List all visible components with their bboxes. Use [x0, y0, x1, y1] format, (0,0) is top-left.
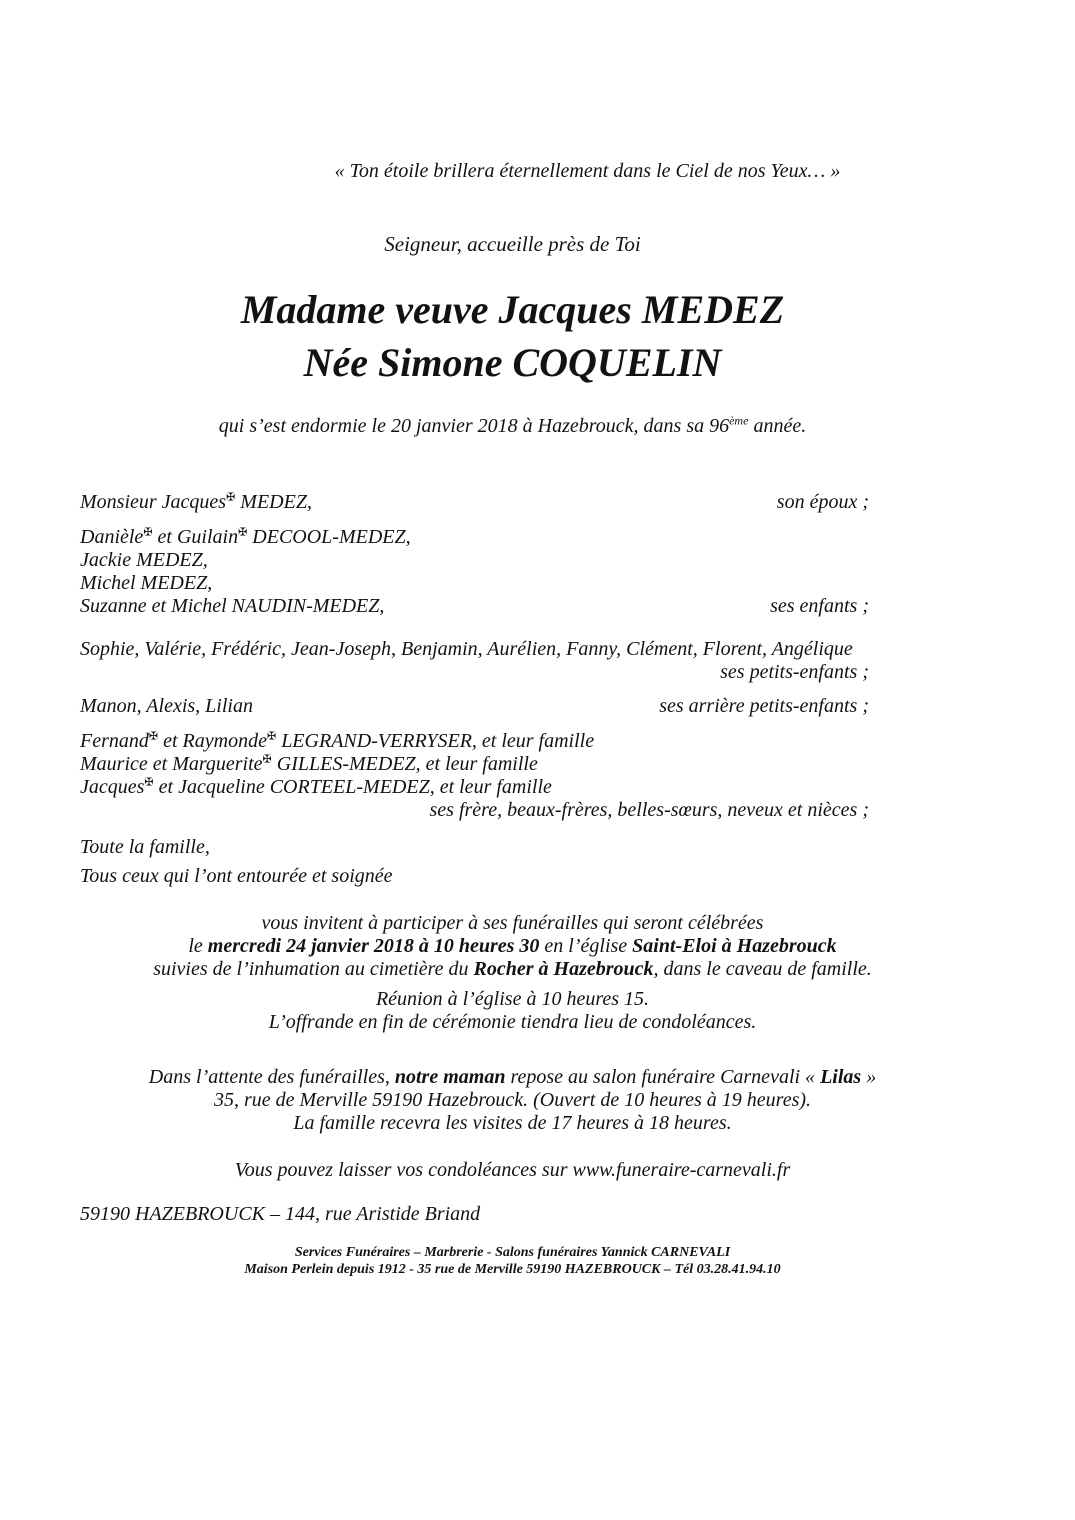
child-name-line: Suzanne et Michel NAUDIN-MEDEZ, [80, 595, 385, 617]
family-row-siblings [80, 730, 945, 822]
footer-services-line: Services Funéraires – Marbrerie - Salons funéraires Yannick CARNEVALI [294, 1245, 731, 1260]
spouse-name: Monsieur Jacques✠ MEDEZ, [80, 490, 312, 513]
relation-label-siblings: ses frère, beaux-frères, belles-sœurs, neveux et nièces ; [429, 799, 869, 821]
child-name-line: Danièle✠ et Guilain✠ DECOOL-MEDEZ, [80, 525, 411, 548]
funeral-burial-line: suivies de l’inhumation au cimetière du Rocher à Hazebrouck, dans le caveau de famille. [153, 958, 872, 980]
sibling-name-line: Fernand✠ et Raymonde✠ LEGRAND-VERRYSER, et leur famille [80, 729, 595, 752]
family-row-great-grandchildren [80, 695, 945, 718]
relation-label-children: ses enfants ; [770, 595, 869, 617]
epitaph-quote: « Ton étoile brillera éternellement dans le Ciel de nos Yeux… » [334, 160, 841, 182]
funeral-date-line: le mercredi 24 janvier 2018 à 10 heures 30 en l’église Saint-Eloi à Hazebrouck [188, 935, 837, 957]
family-row-grandchildren [80, 638, 945, 684]
whole-family-line: Toute la famille, [80, 836, 210, 858]
relation-label-great-grandchildren: ses arrière petits-enfants ; [659, 695, 869, 717]
deceased-name-heading [80, 283, 945, 389]
funeral-home-footer [80, 1244, 945, 1278]
sibling-name-line: Jacques✠ et Jacqueline CORTEEL-MEDEZ, et leur famille [80, 775, 552, 798]
sibling-name-line: Maurice et Marguerite✠ GILLES-MEDEZ, et leur famille [80, 752, 538, 775]
family-row-spouse [80, 491, 945, 514]
funeral-announcement [80, 912, 945, 981]
obituary-content [80, 160, 945, 1278]
funeral-details [80, 988, 945, 1034]
sender-address-line: 59190 HAZEBROUCK – 144, rue Aristide Briand [80, 1203, 481, 1225]
footer-contact-line: Maison Perlein depuis 1912 - 35 rue de Merville 59190 HAZEBROUCK – Tél 03.28.41.94.10 [244, 1262, 781, 1277]
child-name-line: Michel MEDEZ, [80, 572, 213, 594]
church-meeting-line: Réunion à l’église à 10 heures 15. [375, 988, 650, 1010]
great-grandchildren-names: Manon, Alexis, Lilian [80, 695, 253, 717]
vigil-visits-line: La famille recevra les visites de 17 heures à 18 heures. [293, 1112, 732, 1134]
religious-invocation: Seigneur, accueille près de Toi [384, 232, 641, 256]
relation-label-grandchildren: ses petits-enfants ; [720, 661, 869, 683]
vigil-address-line: 35, rue de Merville 59190 Hazebrouck. (Ouvert de 10 heures à 19 heures). [213, 1089, 812, 1111]
deceased-name-line1: Madame veuve Jacques MEDEZ [240, 287, 785, 332]
death-notice-line: qui s’est endormie le 20 janvier 2018 à Hazebrouck, dans sa 96ème année. [218, 413, 807, 437]
family-row-children [80, 526, 945, 618]
online-condolences-line: Vous pouvez laisser vos condoléances sur www.funeraire-carnevali.fr [234, 1159, 791, 1181]
vigil-details [80, 1066, 945, 1135]
child-name-line: Jackie MEDEZ, [80, 549, 208, 571]
caregivers-line: Tous ceux qui l’ont entourée et soignée [80, 865, 393, 887]
deceased-maiden-name-line2: Née Simone COQUELIN [303, 340, 722, 385]
funeral-invite-line: vous invitent à participer à ses funérailles qui seront célébrées [261, 912, 764, 934]
relation-label-spouse: son époux ; [776, 491, 869, 513]
grandchildren-names: Sophie, Valérie, Frédéric, Jean-Joseph, Benjamin, Aurélien, Fanny, Clément, Florent, Angélique [80, 638, 853, 660]
offering-line: L’offrande en fin de cérémonie tiendra lieu de condoléances. [268, 1011, 757, 1033]
vigil-location-line: Dans l’attente des funérailles, notre maman repose au salon funéraire Carnevali « Lilas » [148, 1066, 877, 1088]
